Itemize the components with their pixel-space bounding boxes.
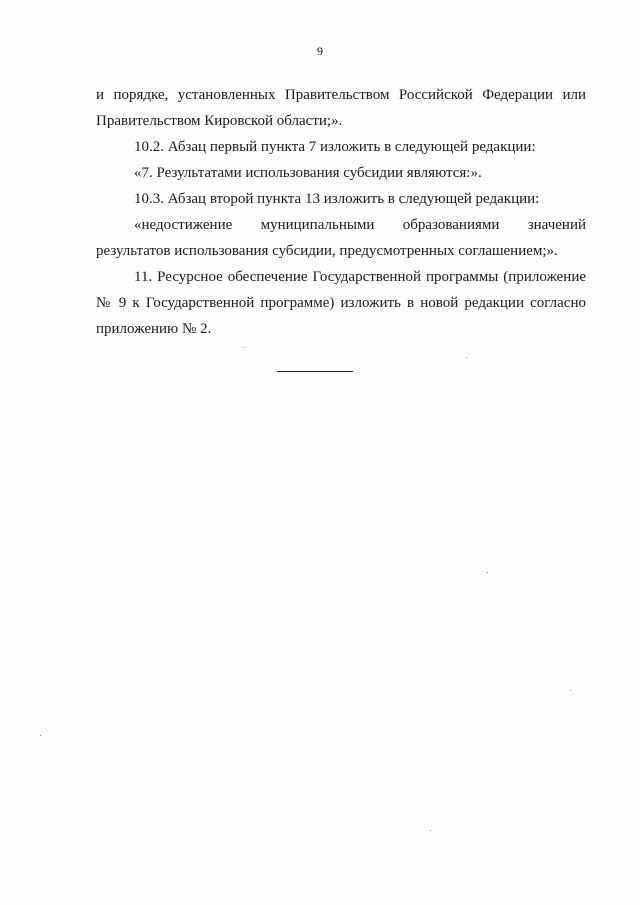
paragraph-quote-7: «7. Результатами использования субсидии являются:». xyxy=(134,165,482,181)
paragraph-10-3: 10.3. Абзац второй пункта 13 изложить в следующей редакции: xyxy=(134,191,540,207)
closing-rule xyxy=(277,371,353,372)
paragraph-quote-nedostizhenie: «недостижение муниципальными образованиями значений результатов использования субсидии, предусмотренных соглашением;». xyxy=(96,217,586,259)
scan-speck xyxy=(466,357,467,358)
scan-speck xyxy=(243,347,244,348)
page-number: 9 xyxy=(317,44,323,58)
paragraph-10-2: 10.2. Абзац первый пункта 7 изложить в следующей редакции: xyxy=(134,139,536,155)
scan-speck xyxy=(430,830,431,831)
scan-speck xyxy=(487,572,488,573)
paragraph-11: 11. Ресурсное обеспечение Государственной программы (приложение № 9 к Государственной программе) изложить в новой редакции согласно приложению № 2. xyxy=(96,269,586,337)
paragraph-continuation: и порядке, установленных Правительством Российской Федерации или Правительством Кировской области;». xyxy=(96,87,586,129)
scan-speck xyxy=(40,735,41,736)
scan-speck xyxy=(570,690,571,691)
document-body xyxy=(96,82,586,342)
